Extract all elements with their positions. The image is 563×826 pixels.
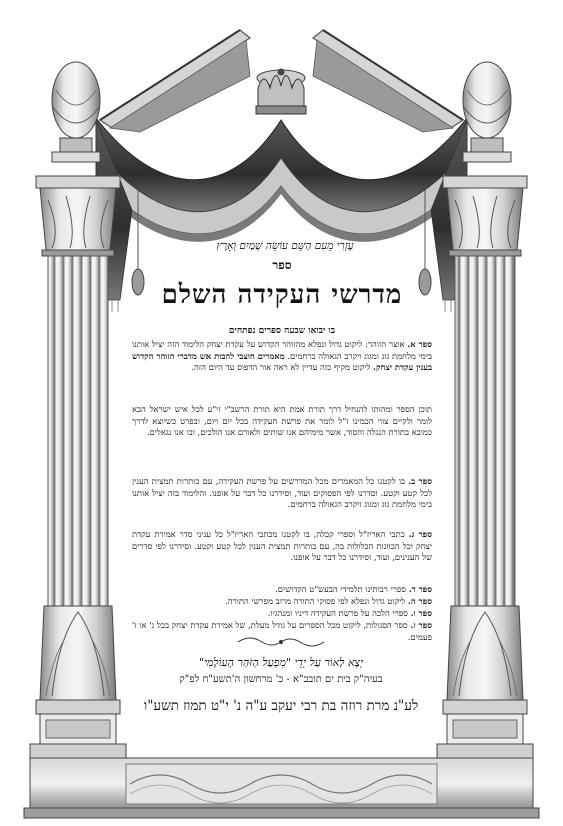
section-e bbox=[132, 596, 432, 608]
section-name: אוצר הזוהר: bbox=[365, 339, 405, 349]
section-text: כתבי האריז"ל וספרי קבלה, בו לקטנו מכתבי האריז"ל כל עניני סדר אמירת עקדת יצחק וכל הכוונות הכלולות בה, עם כותרות תמצית הענין לכל קטע וקטע. וסידרנו לפי סדרים של הענינים, ועוד, וסידרנו כל דבר על אופנו. bbox=[132, 529, 432, 562]
section-c bbox=[132, 529, 432, 564]
crown-icon bbox=[256, 69, 306, 115]
memorial-line: לע"נ מרת רוזה בת רבי יעקב ע"ה נ' י"ט תמוז תשע"ו bbox=[143, 698, 419, 714]
section-contents bbox=[132, 404, 432, 439]
intro-line: בו יבואו שבעה ספרים נפתחים bbox=[228, 326, 336, 336]
section-label: ספר א. bbox=[407, 339, 432, 349]
date-line: בעיה"ק בית ים תובב"א - כ' מרחשון ה'תשע"ח לפ"ק bbox=[179, 674, 383, 685]
section-f bbox=[132, 608, 432, 620]
section-text: תוכן הספר ומהותו להנחיל דרך תורת אמת היא תורת הרשב"י זי"ע לכל איש ישראל הבא לומר ולקיים צווי הכמינו ז"ל לומר את פרשת העקידה בכל יום ויום, ובפרט כשיוצא לדרך כמובא בתורת הנגלה והסוד, אשר מימיהם אנו שותים ולאורם אנו הולכים, ובו אנו נגאלים. bbox=[132, 404, 432, 437]
base-plinth bbox=[24, 758, 539, 818]
section-g bbox=[132, 620, 432, 643]
finial-icon bbox=[463, 62, 511, 162]
section-b bbox=[132, 476, 432, 511]
section-d bbox=[132, 584, 432, 596]
section-text: ספרי רבותינו תלמידי הבעש"ט הקדושים. bbox=[275, 584, 407, 594]
top-blessing: עֶזְרִי מֵעִם הַשֵּׁם עוֹשֵׂה שָׁמַיִם וָאָרֶץ bbox=[216, 240, 354, 252]
page-title: מדרשי העקידה השלם bbox=[161, 280, 403, 310]
section-bold-text: מאמרים חוצבי להבות אש מדברי הזוהר הקדוש בענין עקדת יצחק. bbox=[132, 350, 432, 372]
publisher-line: יְצָא לָאוֹר עַל יְדֵי "מִפְעַל הַזֹּהַר הָעוֹלָמִי" bbox=[198, 656, 364, 669]
section-text: בו לקטנו כל המאמרים מכל המדרשים על פרשת העקידה, עם כותרות תמצית הענין לכל קטע וקטע. וסדרנו לפי הפסוקים ועוד, וסידרנו כל דבר על אופנו. והלימוד בזה יציל אותנו בימי מלחמת גוג ומגוג ויקרב הגאולה ברחמים. bbox=[132, 476, 432, 509]
section-text: ליקוט גדול ונפלא מהזוהר הקדוש על עקדת יצחק הלימוד הזה יציל אותנו בימי מלחמת גוג ומגוג ויקרב הגאולה ברחמים. bbox=[132, 339, 432, 361]
section-text: ספרי הלכה על פרשת העקידה דיניו ומנהגיו. bbox=[267, 608, 408, 618]
section-label: ספר ו. bbox=[410, 608, 432, 618]
section-label: ספר ז. bbox=[410, 620, 432, 630]
section-label: ספר ד. bbox=[408, 584, 432, 594]
finial-icon bbox=[52, 62, 100, 162]
section-a bbox=[132, 339, 432, 374]
section-end-text: ליקוט מקיף כזה עדיין לא ראה אור הדפוס עד היום הזה. bbox=[191, 362, 371, 372]
section-label: ספר ב. bbox=[408, 476, 432, 486]
section-text: ספר הסגולות, ליקוט מכל הספרים על גודל מעלת, של אמירת עקדת יצחק בכל ג' או ז' פעמים. bbox=[132, 620, 432, 642]
section-label: ספר ג. bbox=[408, 529, 432, 539]
section-text: ליקוט גדול ונפלא לפי פסוקי התורה מרוב מפרשי התורה. bbox=[225, 596, 406, 606]
section-label: ספר ה. bbox=[407, 596, 432, 606]
sefer-label: ספר bbox=[272, 258, 292, 272]
